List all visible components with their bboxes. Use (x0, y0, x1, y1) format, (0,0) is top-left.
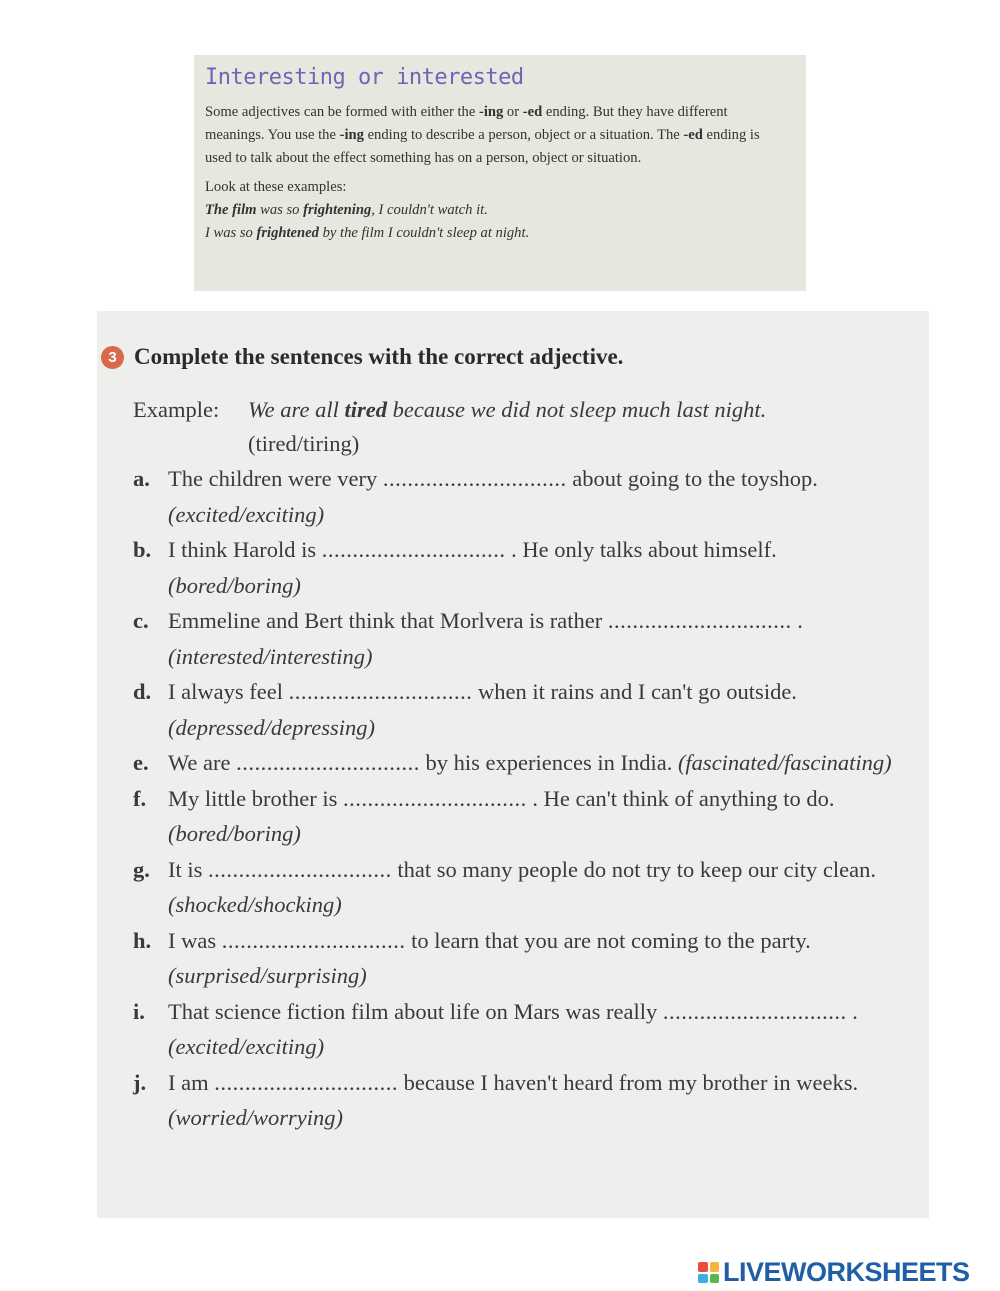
text-bold: The film (205, 202, 257, 218)
item-text-before: The children were very (168, 466, 383, 491)
example-label: Example: (133, 397, 220, 422)
text-bold: frightened (256, 225, 319, 241)
items-container (133, 461, 913, 1136)
answer-blank[interactable]: .............................. (288, 679, 473, 704)
exercise-item (133, 461, 913, 532)
answer-blank[interactable]: .............................. (221, 927, 406, 953)
exercise-item (133, 745, 913, 781)
item-hint: (depressed/depressing) (168, 714, 376, 740)
grammar-box (194, 55, 806, 291)
text-span: We are all (248, 397, 345, 422)
item-text-after: . He only talks about himself. (505, 537, 777, 562)
item-content (168, 461, 913, 532)
answer-blank[interactable]: .............................. (607, 608, 792, 633)
example-row (133, 393, 913, 461)
item-text-after: . He can't think of anything to do. (526, 785, 835, 811)
logo-icon (698, 1262, 719, 1283)
grammar-title: Interesting or interested (205, 65, 524, 90)
item-letter: j. (133, 1069, 147, 1095)
exercise-item (133, 994, 913, 1065)
example-text (248, 393, 913, 461)
item-letter: g. (133, 856, 150, 882)
text-span: ending to describe a person, object or a situation. The (363, 127, 684, 143)
grammar-example-1 (205, 199, 765, 222)
item-content (168, 674, 913, 745)
grammar-paragraph (205, 101, 765, 170)
item-text-before: I think Harold is (168, 537, 322, 562)
item-letter: e. (133, 750, 149, 775)
text-span: Some adjectives can be formed with either the (205, 104, 479, 120)
text-span: I was so (205, 225, 257, 241)
item-letter: f. (133, 785, 147, 811)
answer-blank[interactable]: .............................. (214, 1069, 398, 1095)
grammar-example-2 (205, 222, 765, 245)
example-hint: (tired/tiring) (248, 431, 360, 456)
logo-square (698, 1274, 708, 1284)
sentence-list (133, 393, 913, 1136)
item-hint: (shocked/shocking) (168, 892, 342, 917)
text-bold: frightening (303, 202, 372, 218)
text-span: ending is used to talk about the effect something has on a person, object or situation. (205, 127, 760, 166)
item-text-after: to learn that you are not coming to the party. (405, 927, 811, 953)
item-content (168, 745, 913, 781)
text-bold: -ing (339, 127, 364, 143)
text-bold: -ing (478, 104, 504, 120)
text-span: or (503, 104, 523, 120)
item-content (168, 532, 913, 603)
exercise-panel (97, 311, 929, 1218)
logo-square (710, 1262, 720, 1272)
text-span: ending. But they have different meanings. You use the (205, 104, 728, 143)
item-hint: (worried/worrying) (168, 1105, 344, 1130)
item-letter: d. (133, 679, 152, 704)
answer-blank[interactable]: .............................. (342, 785, 527, 811)
item-text-before: I always feel (168, 679, 289, 704)
item-content (168, 923, 913, 994)
grammar-body (205, 101, 765, 245)
item-hint: (excited/exciting) (168, 1034, 325, 1059)
logo-text: LIVEWORKSHEETS (723, 1257, 970, 1287)
item-letter: c. (133, 608, 149, 633)
answer-blank[interactable]: .............................. (208, 856, 392, 882)
item-content (168, 603, 913, 674)
item-content (168, 994, 913, 1065)
item-hint: (fascinated/fascinating) (677, 750, 892, 775)
text-bold: -ed (683, 127, 703, 143)
text-span: , I couldn't watch it. (371, 202, 488, 218)
grammar-look: Look at these examples: (205, 179, 347, 195)
text-span: because we did not sleep much last night. (386, 397, 767, 422)
item-hint: (bored/boring) (168, 821, 301, 846)
item-text-after: about going to the toyshop. (566, 466, 818, 491)
exercise-item (133, 923, 913, 994)
item-text-before: Emmeline and Bert think that Morlvera is rather (168, 608, 608, 633)
item-text-after: that so many people do not try to keep our city clean. (391, 856, 877, 882)
item-text-before: I am (168, 1069, 215, 1095)
item-letter: i. (133, 998, 145, 1024)
logo-square (698, 1262, 708, 1272)
item-text-before: That science fiction film about life on Mars was really (168, 998, 663, 1024)
item-content (168, 852, 913, 923)
item-content (168, 781, 913, 852)
item-text-before: We are (168, 750, 237, 775)
exercise-item (133, 852, 913, 923)
answer-blank[interactable]: .............................. (382, 466, 567, 491)
item-letter: b. (133, 537, 152, 562)
exercise-item (133, 674, 913, 745)
item-content (168, 1065, 913, 1136)
item-hint: (excited/exciting) (168, 501, 325, 527)
exercise-item (133, 781, 913, 852)
text-span: by the film I couldn't sleep at night. (318, 225, 530, 241)
item-text-after: . (846, 998, 858, 1024)
answer-blank[interactable]: .............................. (236, 750, 420, 775)
answer-blank[interactable]: .............................. (662, 998, 847, 1024)
item-hint: (interested/interesting) (168, 643, 373, 669)
item-text-after: when it rains and I can't go outside. (472, 679, 797, 704)
text-span: was so (256, 202, 304, 218)
item-letter: a. (133, 466, 150, 491)
example-sentence (248, 393, 913, 427)
item-text-before: I was (168, 927, 222, 953)
liveworksheets-logo (698, 1257, 970, 1288)
item-text-after: . (791, 608, 803, 633)
exercise-item (133, 603, 913, 674)
text-bold: -ed (522, 104, 543, 120)
item-text-after: by his experiences in India. (419, 750, 678, 775)
item-hint: (surprised/surprising) (168, 963, 367, 988)
text-bold: tired (344, 397, 387, 422)
item-hint: (bored/boring) (168, 572, 301, 598)
item-text-after: because I haven't heard from my brother in weeks. (397, 1069, 859, 1095)
item-text-before: My little brother is (168, 785, 343, 811)
item-text-before: It is (168, 856, 209, 882)
exercise-item (133, 532, 913, 603)
exercise-number-badge: 3 (101, 346, 124, 369)
item-letter: h. (133, 927, 152, 953)
exercise-title: Complete the sentences with the correct adjective. (134, 344, 624, 369)
exercise-item (133, 1065, 913, 1136)
answer-blank[interactable]: .............................. (321, 537, 506, 562)
logo-square (710, 1274, 720, 1284)
exercise-header (101, 344, 623, 370)
